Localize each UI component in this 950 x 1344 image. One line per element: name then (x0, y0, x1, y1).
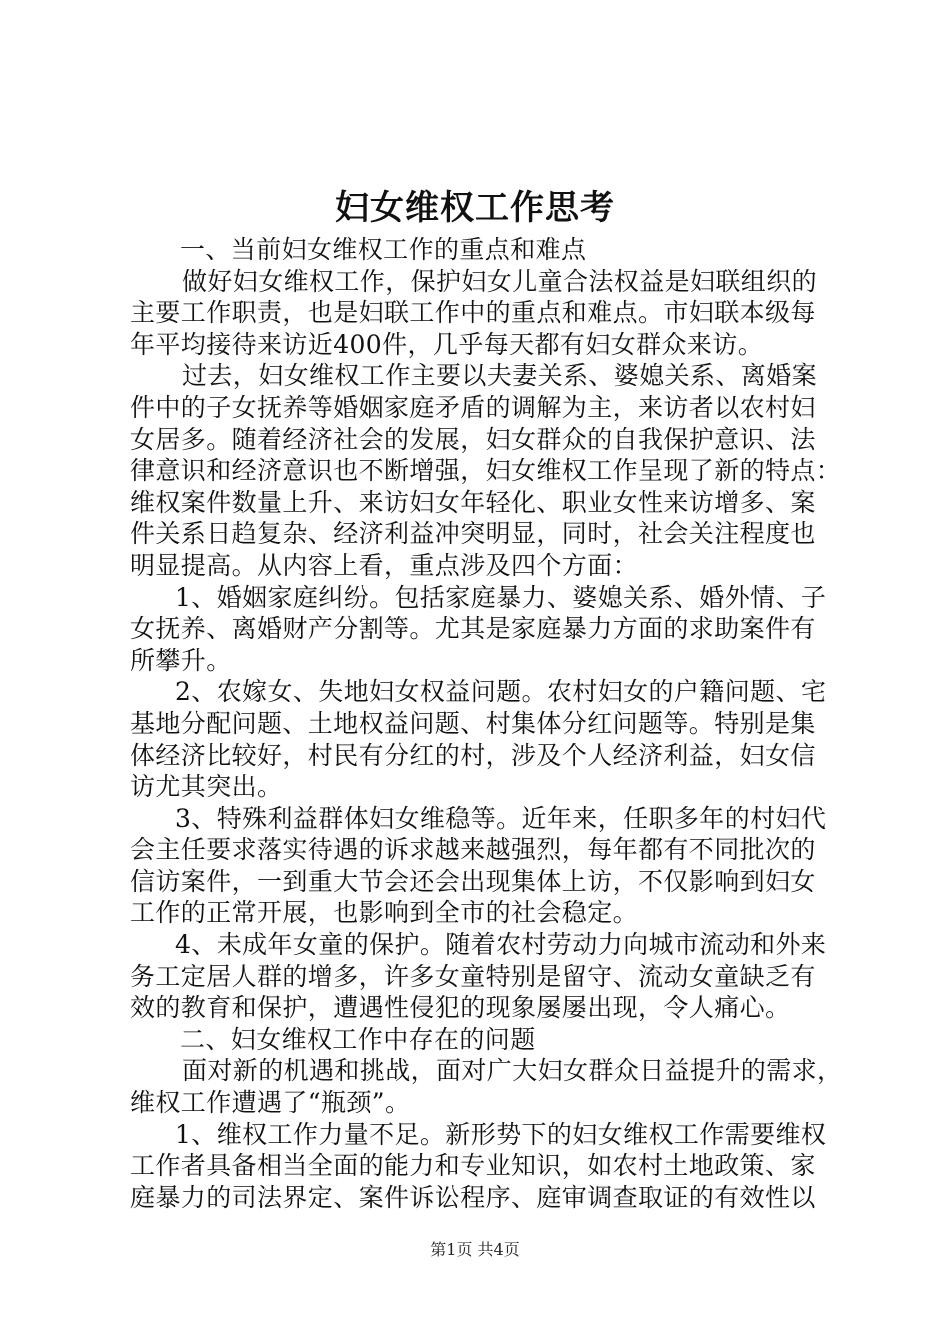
body-text-line: 访尤其突出。 (130, 772, 283, 802)
page-footer: 第1页 共4页 (430, 1240, 520, 1259)
body-text-line: 主要工作职责，也是妇联工作中的重点和难点。市妇联本级每 (130, 298, 816, 328)
body-text-line: 做好妇女维权工作，保护妇女儿童合法权益是妇联组织的 (182, 266, 818, 296)
body-text-line: 一、当前妇女维权工作的重点和难点 (180, 235, 587, 264)
body-text-line: 女居多。随着经济社会的发展，妇女群众的自我保护意识、法 (130, 424, 816, 454)
body-text-line: 4、未成年女童的保护。随着农村劳动力向城市流动和外来 (175, 930, 827, 960)
body-text-line: 维权工作遭遇了“瓶颈”。 (130, 1088, 411, 1118)
body-text-line: 明显提高。从内容上看，重点涉及四个方面： (130, 550, 639, 580)
body-text-line: 会主任要求落实待遇的诉求越来越强烈，每年都有不同批次的 (130, 835, 816, 865)
body-text-line: 年平均接待来访近400件，几乎每天都有妇女群众来访。 (130, 329, 764, 359)
body-text-line: 基地分配问题、土地权益问题、村集体分红问题等。特别是集 (130, 708, 816, 738)
document-body (130, 234, 843, 1213)
body-text-line: 庭暴力的司法界定、案件诉讼程序、庭审调查取证的有效性以 (130, 1182, 816, 1212)
body-text-line: 律意识和经济意识也不断增强，妇女维权工作呈现了新的特点： (130, 456, 842, 486)
body-text-line: 过去，妇女维权工作主要以夫妻关系、婆媳关系、离婚案 (182, 361, 818, 391)
body-text-line: 所攀升。 (130, 645, 232, 675)
body-text-line: 二、妇女维权工作中存在的问题 (180, 1024, 536, 1054)
body-text-line: 体经济比较好，村民有分红的村，涉及个人经济利益，妇女信 (130, 740, 816, 770)
body-text-line: 女抚养、离婚财产分割等。尤其是家庭暴力方面的求助案件有 (130, 614, 816, 644)
body-text-line: 1、婚姻家庭纠纷。包括家庭暴力、婆媳关系、婚外情、子 (175, 582, 827, 612)
body-text-line: 1、维权工作力量不足。新形势下的妇女维权工作需要维权 (175, 1119, 827, 1149)
body-text-line: 3、特殊利益群体妇女维稳等。近年来，任职多年的村妇代 (175, 803, 827, 833)
body-text-line: 件中的子女抚养等婚姻家庭矛盾的调解为主，来访者以农村妇 (130, 392, 816, 422)
body-text-line: 工作的正常开展，也影响到全市的社会稳定。 (130, 898, 639, 928)
body-text-line: 面对新的机遇和挑战，面对广大妇女群众日益提升的需求， (182, 1056, 843, 1086)
body-text-line: 工作者具备相当全面的能力和专业知识，如农村土地政策、家 (130, 1151, 816, 1181)
body-text-line: 2、农嫁女、失地妇女权益问题。农村妇女的户籍问题、宅 (175, 677, 827, 707)
body-text-line: 效的教育和保护，遭遇性侵犯的现象屡屡出现，令人痛心。 (130, 993, 791, 1023)
body-text-line: 维权案件数量上升、来访妇女年轻化、职业女性来访增多、案 (130, 487, 816, 517)
body-text-line: 信访案件，一到重大节会还会出现集体上访，不仅影响到妇女 (130, 866, 816, 896)
body-text-line: 务工定居人群的增多，许多女童特别是留守、流动女童缺乏有 (130, 961, 816, 991)
body-text-line: 件关系日趋复杂、经济利益冲突明显，同时，社会关注程度也 (130, 519, 816, 549)
document-title: 妇女维权工作思考 (335, 188, 615, 228)
